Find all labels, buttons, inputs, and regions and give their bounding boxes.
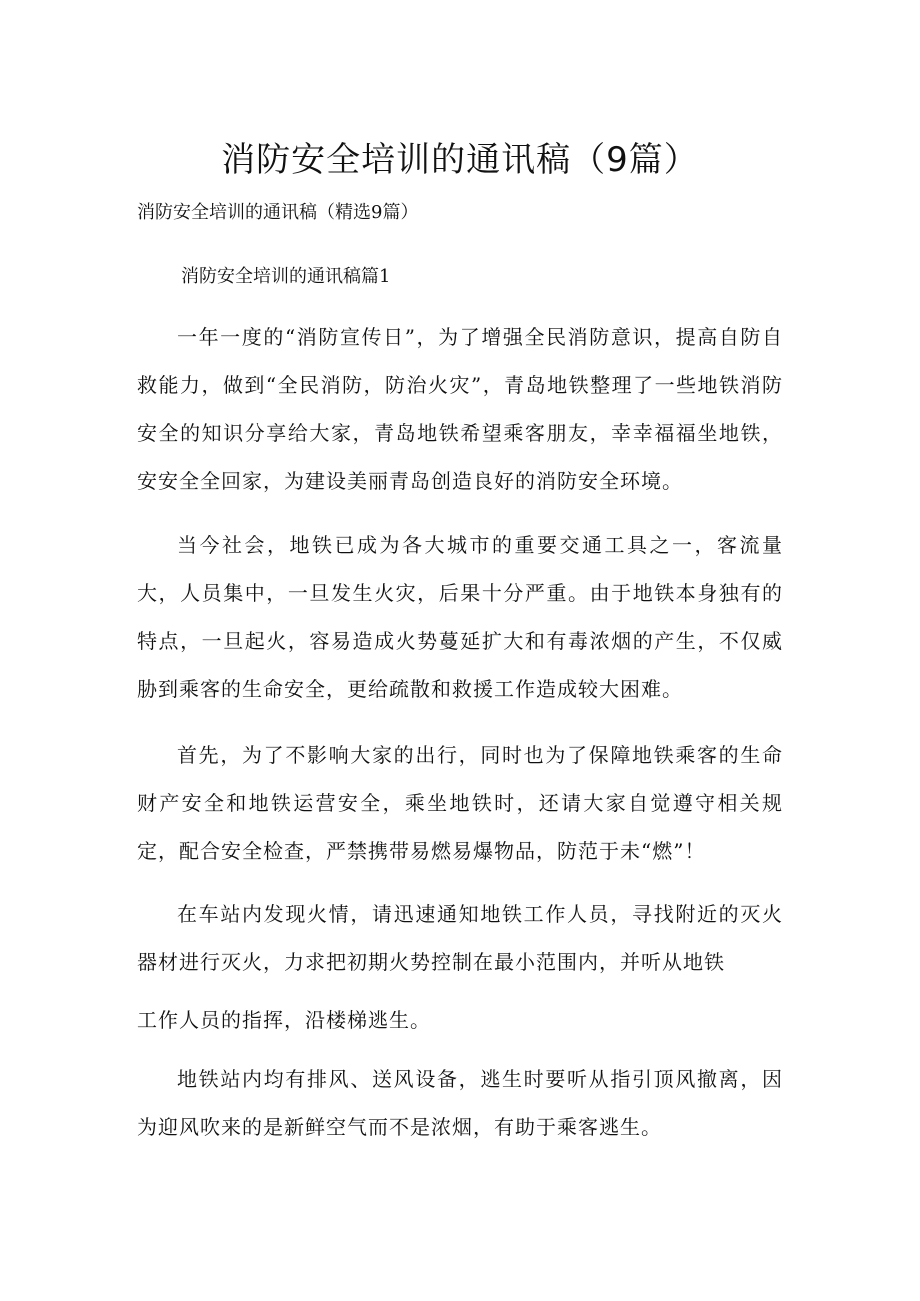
- document-title: 消防安全培训的通讯稿（9篇）: [221, 140, 699, 180]
- paragraph-4: 在车站内发现火情，请迅速通知地铁工作人员，寻找附近的灭火器材进行灭火，力求把初期火势控制在最小范围内，并听从地铁: [137, 902, 783, 974]
- paragraph-5: 地铁站内均有排风、送风设备，逃生时要听从指引顶风撤离，因为迎风吹来的是新鲜空气而不是浓烟，有助于乘客逃生。: [137, 1067, 783, 1139]
- paragraph-3: 首先，为了不影响大家的出行，同时也为了保障地铁乘客的生命财产安全和地铁运营安全，乘坐地铁时，还请大家自觉遵守相关规定，配合安全检查，严禁携带易燃易爆物品，防范于未“燃”！: [137, 743, 783, 863]
- paragraph-2: 当今社会，地铁已成为各大城市的重要交通工具之一，客流量大，人员集中，一旦发生火灾，后果十分严重。由于地铁本身独有的特点，一旦起火，容易造成火势蔓延扩大和有毒浓烟的产生，不仅威胁到乘客的生命安全，更给疏散和救援工作造成较大困难。: [137, 533, 783, 701]
- section-heading: 消防安全培训的通讯稿篇1: [181, 266, 391, 287]
- document-subtitle: 消防安全培训的通讯稿（精选9篇）: [137, 202, 419, 223]
- paragraph-1: 一年一度的“消防宣传日”，为了增强全民消防意识，提高自防自救能力，做到“全民消防，防治火灾”，青岛地铁整理了一些地铁消防安全的知识分享给大家，青岛地铁希望乘客朋友，幸幸福福坐地铁，安安全全回家，为建设美丽青岛创造良好的消防安全环境。: [137, 325, 783, 493]
- paragraph-4-continuation: 工作人员的指挥，沿楼梯逃生。: [137, 1008, 431, 1032]
